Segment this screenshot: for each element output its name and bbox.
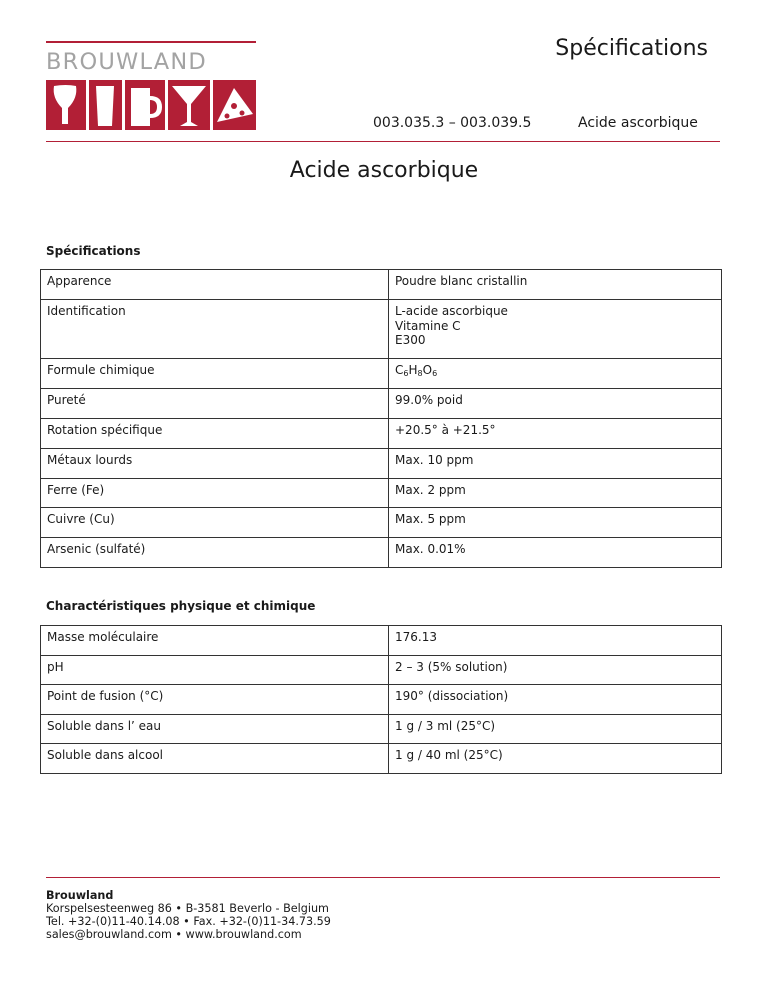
table-row [41, 656, 722, 685]
row-label: Soluble dans alcool [41, 744, 389, 774]
article-codes: 003.035.3 – 003.039.5 [373, 115, 532, 131]
wine-glass-icon [46, 80, 86, 130]
row-value: 99.0% poid [389, 389, 722, 419]
table-row [41, 419, 722, 449]
logo-wordmark: BROUWLAND [46, 49, 207, 75]
table-row [41, 389, 722, 419]
row-label: Arsenic (sulfaté) [41, 538, 389, 568]
row-value: Max. 10 ppm [389, 449, 722, 479]
row-value: 1 g / 3 ml (25°C) [389, 715, 722, 744]
chemical-formula: $C_6H_8O_6$ [389, 359, 722, 389]
row-value: +20.5° à +21.5° [389, 419, 722, 449]
row-label: Formule chimique [41, 359, 389, 389]
logo-icons [46, 80, 256, 130]
characteristics-table [40, 625, 722, 774]
row-value: 190° (dissociation) [389, 685, 722, 715]
table-row [41, 300, 722, 359]
row-value: L-acide ascorbique Vitamine C E300 [389, 300, 722, 359]
table-row [41, 538, 722, 568]
table-row [41, 449, 722, 479]
cocktail-glass-icon [168, 80, 210, 130]
table-row [41, 744, 722, 774]
row-label: Apparence [41, 270, 389, 300]
row-value: Poudre blanc cristallin [389, 270, 722, 300]
row-label: Soluble dans l’ eau [41, 715, 389, 744]
header-title: Spécifications [555, 36, 708, 61]
table-row [41, 508, 722, 538]
table-row [41, 685, 722, 715]
footer-address: Korspelsesteenweg 86 • B-3581 Beverlo - Belgium [46, 902, 329, 915]
row-label: Métaux lourds [41, 449, 389, 479]
table-row [41, 270, 722, 300]
row-value: 2 – 3 (5% solution) [389, 656, 722, 685]
row-value: 1 g / 40 ml (25°C) [389, 744, 722, 774]
row-label: Cuivre (Cu) [41, 508, 389, 538]
row-label: Point de fusion (°C) [41, 685, 389, 715]
footer [46, 889, 331, 941]
footer-contact: sales@brouwland.com • www.brouwland.com [46, 928, 302, 941]
footer-phone: Tel. +32-(0)11-40.14.08 • Fax. +32-(0)11-34.73.59 [46, 915, 331, 928]
row-value: Max. 0.01% [389, 538, 722, 568]
row-label: Masse moléculaire [41, 626, 389, 656]
row-label: Identification [41, 300, 389, 359]
header-divider [46, 141, 720, 142]
row-value: 176.13 [389, 626, 722, 656]
row-value: Max. 5 ppm [389, 508, 722, 538]
pizza-icon [213, 80, 256, 130]
table-row [41, 626, 722, 656]
footer-divider [46, 877, 720, 878]
beer-mug-icon [125, 80, 165, 130]
table-row [41, 715, 722, 744]
table-row [41, 359, 722, 389]
header-product-name: Acide ascorbique [578, 115, 698, 131]
logo-bar [46, 41, 256, 43]
footer-company: Brouwland [46, 889, 114, 902]
beer-glass-icon [89, 80, 122, 130]
row-label: Ferre (Fe) [41, 479, 389, 508]
row-value: Max. 2 ppm [389, 479, 722, 508]
specifications-table [40, 269, 722, 568]
specifications-heading: Spécifications [46, 244, 141, 258]
row-label: Pureté [41, 389, 389, 419]
document-title: Acide ascorbique [289, 158, 479, 183]
row-label: pH [41, 656, 389, 685]
characteristics-heading: Charactéristiques physique et chimique [46, 599, 316, 613]
table-row [41, 479, 722, 508]
row-label: Rotation spécifique [41, 419, 389, 449]
